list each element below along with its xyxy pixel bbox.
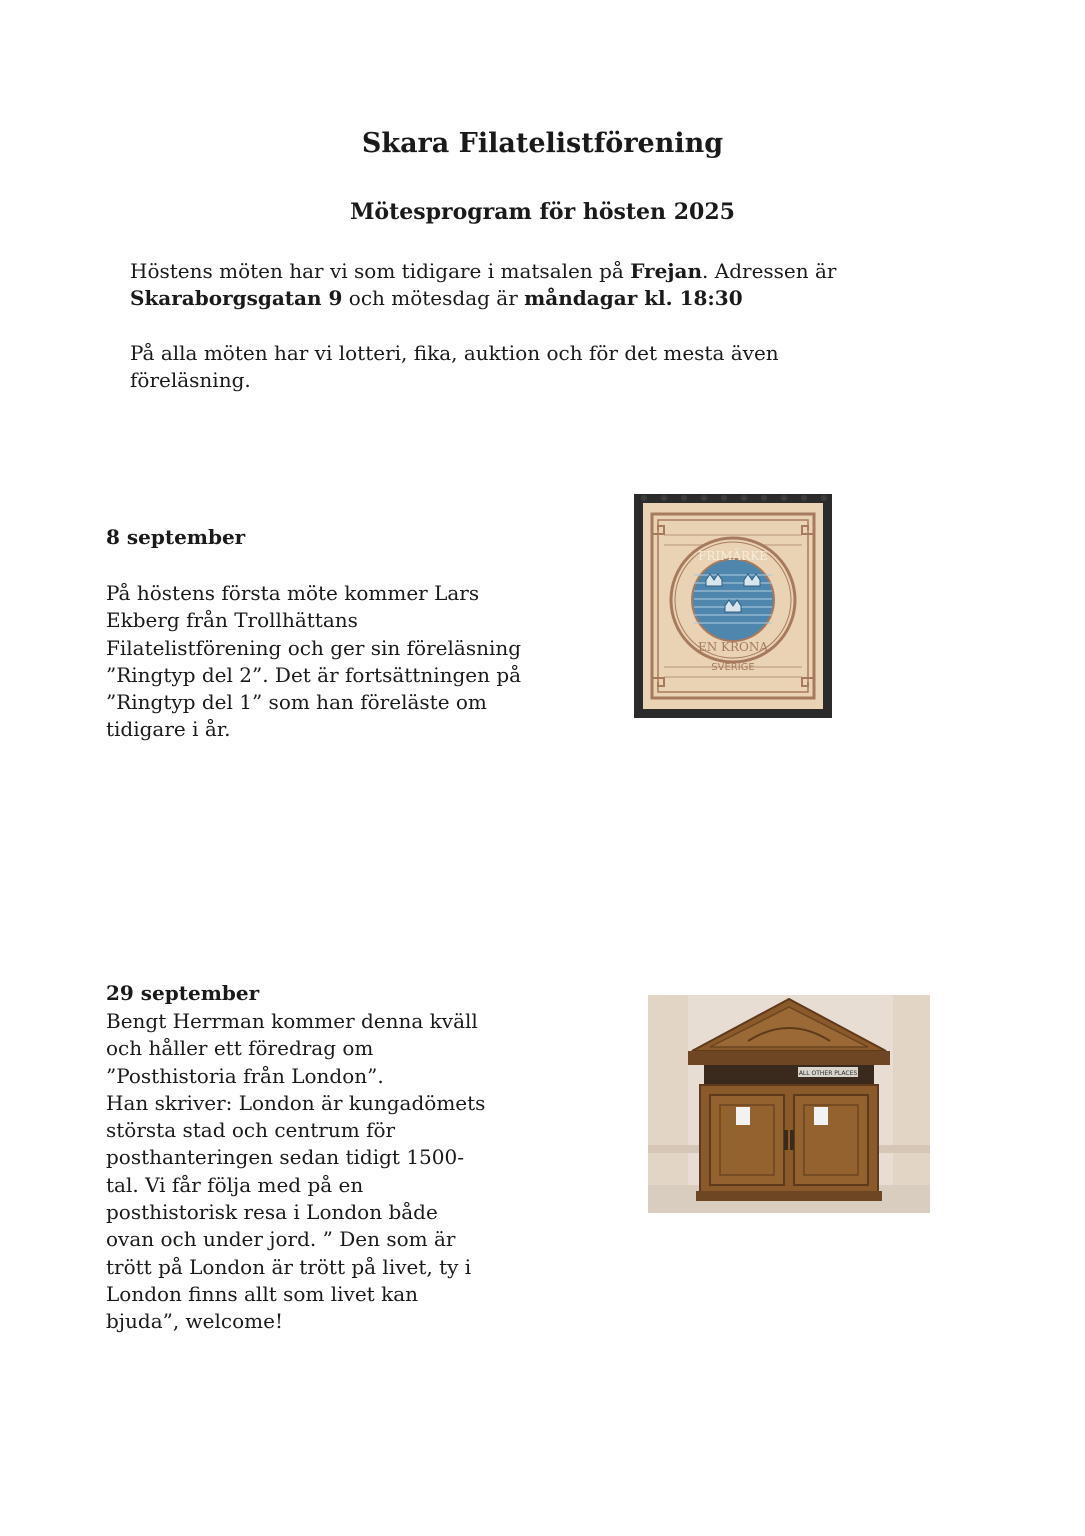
text-line: tidigare i år. [106, 717, 231, 742]
text-line: tal. Vi får följa med på en [106, 1172, 364, 1197]
text-line: posthanteringen sedan tidigt 1500- [106, 1145, 464, 1170]
page-subtitle: Mötesprogram för hösten 2025 [350, 199, 735, 225]
stamp-top-text: FRIMÄRKE [698, 549, 768, 563]
text-line: Ekberg från Trollhättans [106, 608, 358, 633]
meeting-time: måndagar kl. 18:30 [524, 286, 743, 310]
event-description [106, 1008, 485, 1336]
text-line: Bengt Herrman kommer denna kväll [106, 1009, 478, 1033]
mailbox-slot-label: ALL OTHER PLACES [798, 1070, 858, 1077]
mailbox-photo [648, 995, 930, 1213]
venue-name: Frejan [630, 259, 703, 283]
stamp-illustration [634, 494, 832, 718]
text-line: ”Posthistoria från London”. [106, 1063, 384, 1088]
text-line: Han skriver: London är kungadömets [106, 1090, 486, 1115]
text-line: ”Ringtyp del 1” som han föreläste om [106, 690, 487, 715]
text-line: posthistorisk resa i London både [106, 1200, 438, 1225]
text-line: största stad och centrum för [106, 1118, 396, 1143]
event-description [106, 580, 521, 744]
text-line: och håller ett föredrag om [106, 1036, 374, 1061]
stamp-image [634, 494, 832, 718]
stamp-country: SVERIGE [711, 662, 755, 673]
text-line: bjuda”, welcome! [106, 1309, 283, 1334]
event-date: 8 september [106, 525, 246, 549]
text-line: Filatelistförening och ger sin föreläsning [106, 635, 522, 660]
text-line: ovan och under jord. ” Den som är [106, 1227, 456, 1252]
text-line: ”Ringtyp del 2”. Det är fortsättningen på [106, 662, 522, 687]
intro-paragraph-location: Höstens möten har vi som tidigare i matsalen på Frejan. Adressen är Skaraborgsgatan 9 och mötesdag är måndagar kl. 18:30 [130, 259, 837, 310]
stamp-bottom-text: EN KRONA [697, 640, 769, 654]
venue-address: Skaraborgsgatan 9 [130, 286, 343, 310]
text-line: På höstens första möte kommer Lars [106, 581, 480, 605]
text-line: London finns allt som livet kan [106, 1281, 418, 1306]
event-date: 29 september [106, 981, 260, 1005]
mailbox-illustration [648, 995, 930, 1213]
text-line: trött på London är trött på livet, ty i [106, 1254, 472, 1279]
intro-paragraph-activities: På alla möten har vi lotteri, fika, auktion och för det mesta även föreläsning. [130, 341, 779, 392]
page-title: Skara Filatelistförening [361, 128, 724, 159]
